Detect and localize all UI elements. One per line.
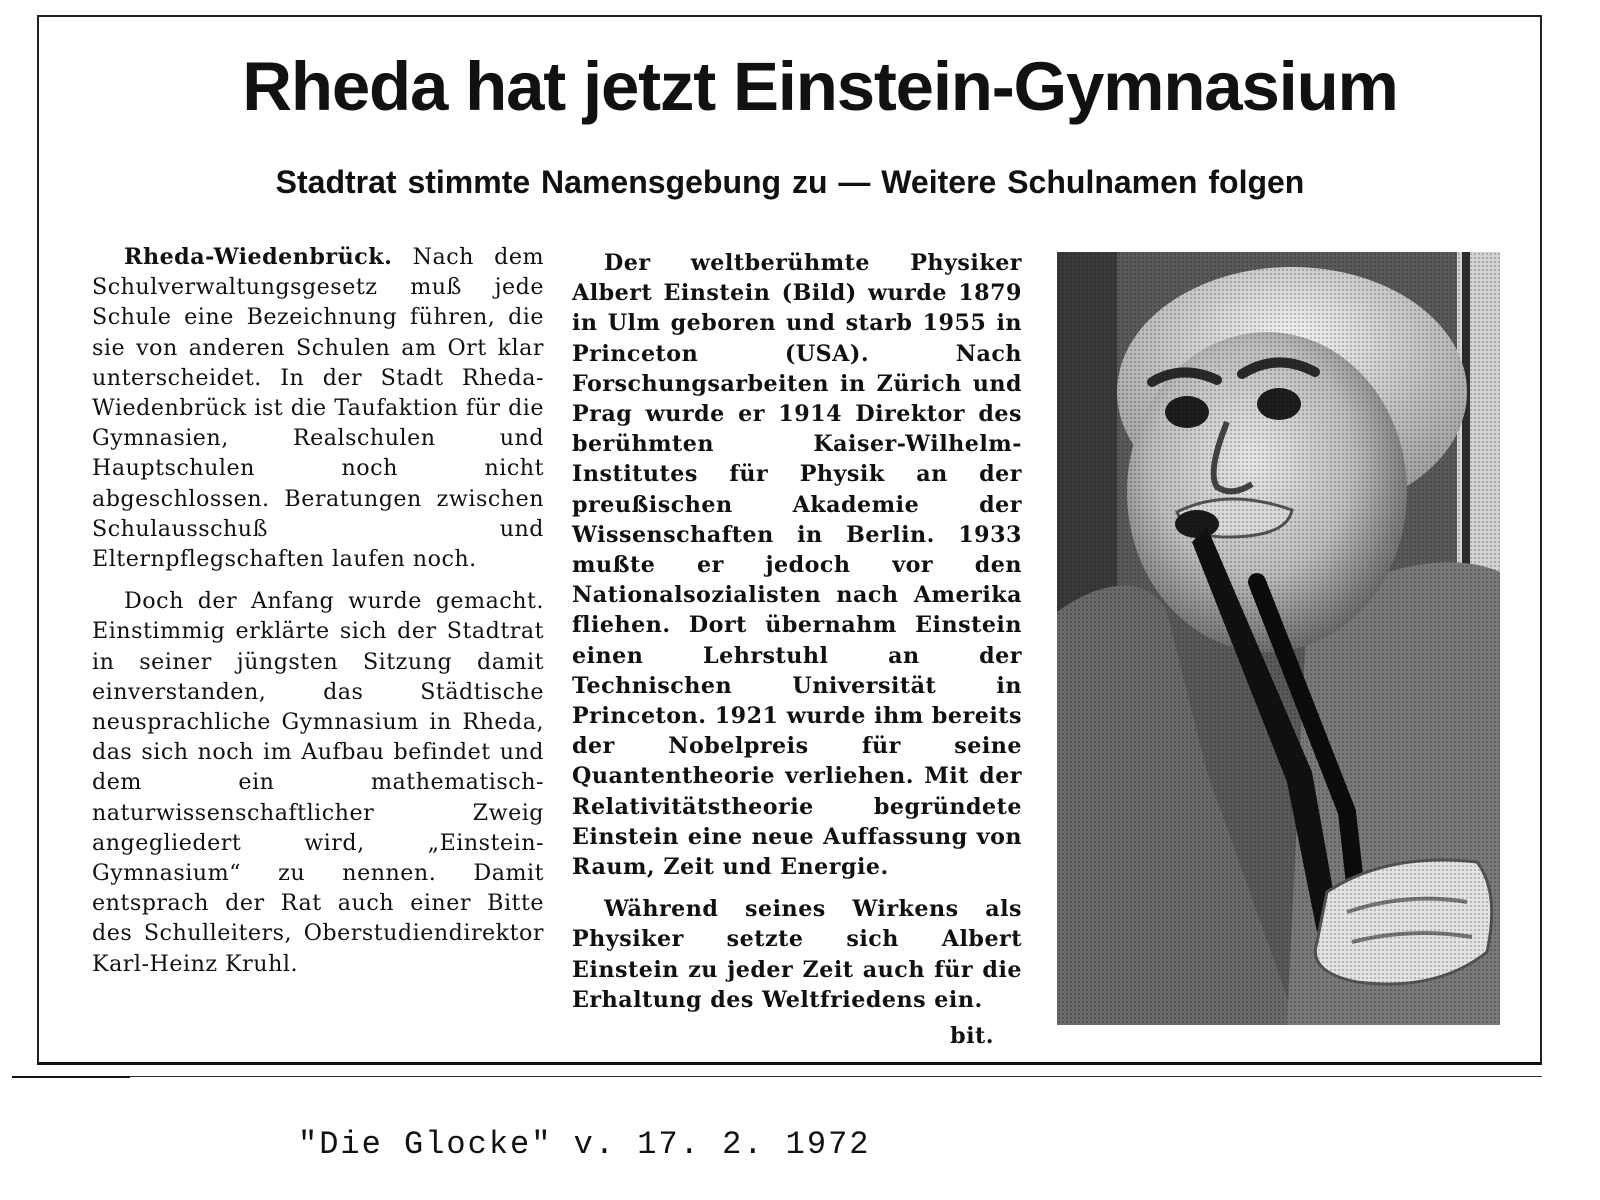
column-1-paragraph-2-text: Doch der Anfang wurde gemacht. Einstimmig erklärte sich der Stadtrat in seiner jüngsten Sitzung damit einverstanden, das Städtische neusprachliche Gymnasium in Rheda, das sich noch im Aufbau befindet und dem ein mathematisch-naturwissenschaftlicher Zweig angegliedert wird, „Einstein-Gymnasium“ zu nennen. Damit entsprach der Rat auch einer Bitte des Schulleiters, Oberstudiendirektor Karl-Heinz Kruhl. [92, 588, 544, 977]
column-2-paragraph-2 [572, 894, 1022, 1015]
column-2-paragraph-1-text: Der weltberühmte Physiker Albert Einstein (Bild) wurde 1879 in Ulm geboren und starb 1955 in Princeton (USA). Nach Forschungsarbeiten in Zürich und Prag wurde er 1914 Direktor des berühmten Kaiser-Wilhelm-Institutes für Physik an der preußischen Akademie der Wissenschaften in Berlin. 1933 mußte er jedoch vor den Nationalsozialisten nach Amerika fliehen. Dort übernahm Einstein einen Lehrstuhl an der Technischen Universität in Princeton. 1921 wurde ihm bereits der Nobelpreis für seine Quantentheorie verliehen. Mit der Relativitätstheorie begründete Einstein eine neue Auffassung von Raum, Zeit und Energie. [572, 250, 1022, 881]
column-1-paragraph-1 [92, 242, 544, 574]
column-2-paragraph-1 [572, 248, 1022, 882]
clipping-edge-mark [12, 1076, 130, 1078]
author-signature: bit. [950, 1023, 994, 1050]
dateline: Rheda-Wiedenbrück. [124, 244, 393, 270]
source-citation: "Die Glocke" v. 17. 2. 1972 [298, 1126, 871, 1163]
einstein-portrait-photo [1057, 252, 1500, 1025]
column-1-paragraph-2 [92, 586, 544, 979]
article-subheadline: Stadtrat stimmte Namensgebung zu — Weitere Schulnamen folgen [275, 164, 1305, 200]
column-1-paragraph-1-text: Nach dem Schulverwaltungsgesetz muß jede Schule eine Bezeichnung führen, die sie von anderen Schulen am Ort klar unterscheidet. In der Stadt Rheda-Wiedenbrück ist die Taufaktion für die Gymnasien, Realschulen und Hauptschulen noch nicht abgeschlossen. Beratungen zwischen Schulausschuß und Elternpflegschaften laufen noch. [92, 244, 545, 573]
article-column-1 [92, 242, 544, 991]
article-headline: Rheda hat jetzt Einstein-Gymnasium [242, 48, 1398, 125]
article-column-2 [572, 248, 1022, 1051]
clipping-baseline-rule [12, 1076, 1542, 1077]
portrait-photo-icon [1057, 252, 1500, 1025]
column-2-paragraph-2-text: Während seines Wirkens als Physiker setzte sich Albert Einstein zu jeder Zeit auch für die Erhaltung des Weltfriedens ein. [572, 896, 1022, 1013]
